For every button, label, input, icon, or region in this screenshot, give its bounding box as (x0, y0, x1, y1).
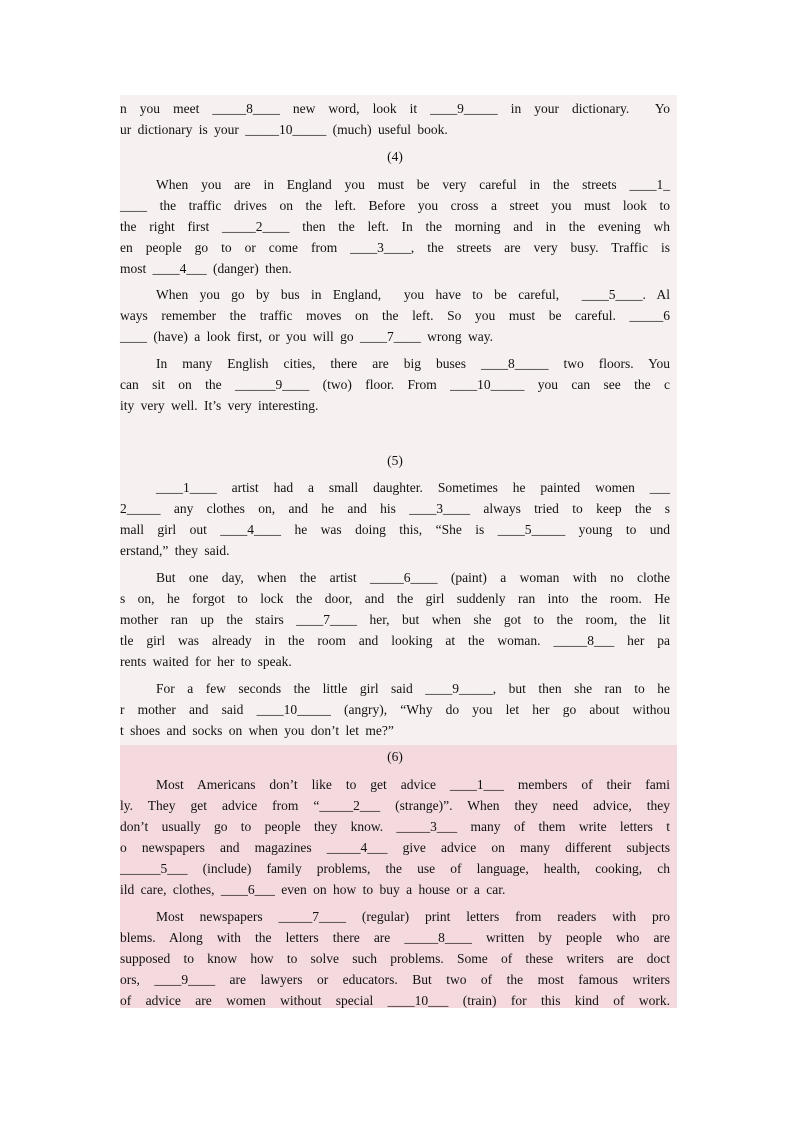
text-line: t shoes and socks on when you don’t let me?” (120, 723, 394, 738)
text-line: When you are in England you must be very careful in the streets ____1_ (156, 177, 670, 192)
text-line: en people go to or come from ____3____, the streets are very busy. Traffic is (120, 240, 670, 255)
text-line: When you go by bus in England, you have to be careful, ____5____. Al (156, 287, 670, 302)
text-line: ____ (have) a look first, or you will go ____7____ wrong way. (120, 329, 493, 344)
text-line: mother ran up the stairs ____7____ her, but when she got to the room, the lit (120, 612, 670, 627)
passage-4-heading: (4) (387, 149, 403, 164)
text-line: erstand,” they said. (120, 543, 230, 558)
text-line: ____1____ artist had a small daughter. Sometimes he painted women ___ (156, 480, 670, 495)
text-line: o newspapers and magazines _____4___ give advice on many different subjects (120, 840, 670, 855)
text-line: 2_____ any clothes on, and he and his ____3____ always tried to keep the s (120, 501, 670, 516)
text-line: ways remember the traffic moves on the left. So you must be careful. _____6 (120, 308, 670, 323)
text-line: ild care, clothes, ____6___ even on how to buy a house or a car. (120, 882, 506, 897)
text-line: ly. They get advice from “_____2___ (strange)”. When they need advice, they (120, 798, 670, 813)
text-line: the right first _____2____ then the left. In the morning and in the evening wh (120, 219, 670, 234)
text-line: don’t usually go to people they know. _____3___ many of them write letters t (120, 819, 670, 834)
text-line: Most newspapers _____7____ (regular) print letters from readers with pro (156, 909, 670, 924)
text-line: rents waited for her to speak. (120, 654, 292, 669)
text-line: can sit on the ______9____ (two) floor. From ____10_____ you can see the c (120, 377, 670, 392)
text-line: blems. Along with the letters there are _____8____ written by people who are (120, 930, 670, 945)
passage-6-heading: (6) (387, 749, 403, 764)
text-line: tle girl was already in the room and looking at the woman. _____8___ her pa (120, 633, 670, 648)
text-line: But one day, when the artist _____6____ (paint) a woman with no clothe (156, 570, 670, 585)
text-line: of advice are women without special ____10___ (train) for this kind of work. (120, 993, 670, 1008)
text-line: r mother and said ____10_____ (angry), “Why do you let her go about withou (120, 702, 670, 717)
text-line: ____ the traffic drives on the left. Before you cross a street you must look to (120, 198, 670, 213)
passage-5-heading: (5) (387, 453, 403, 468)
text-line: most ____4___ (danger) then. (120, 261, 292, 276)
text-line: s on, he forgot to lock the door, and the girl suddenly ran into the room. He (120, 591, 670, 606)
text-line: ur dictionary is your _____10_____ (much) useful book. (120, 122, 448, 137)
text-line: In many English cities, there are big buses ____8_____ two floors. You (156, 356, 670, 371)
text-line: ors, ____9____ are lawyers or educators. But two of the most famous writers (120, 972, 670, 987)
text-line: Most Americans don’t like to get advice ____1___ members of their fami (156, 777, 670, 792)
text-line: ______5___ (include) family problems, the use of language, health, cooking, ch (120, 861, 670, 876)
text-line: n you meet _____8____ new word, look it ____9_____ in your dictionary. Yo (120, 101, 670, 116)
text-line: ity very well. It’s very interesting. (120, 398, 319, 413)
text-line: mall girl out ____4____ he was doing this, “She is ____5_____ young to und (120, 522, 670, 537)
text-line: For a few seconds the little girl said ____9_____, but then she ran to he (156, 681, 670, 696)
text-line: supposed to know how to solve such problems. Some of these writers are doct (120, 951, 670, 966)
